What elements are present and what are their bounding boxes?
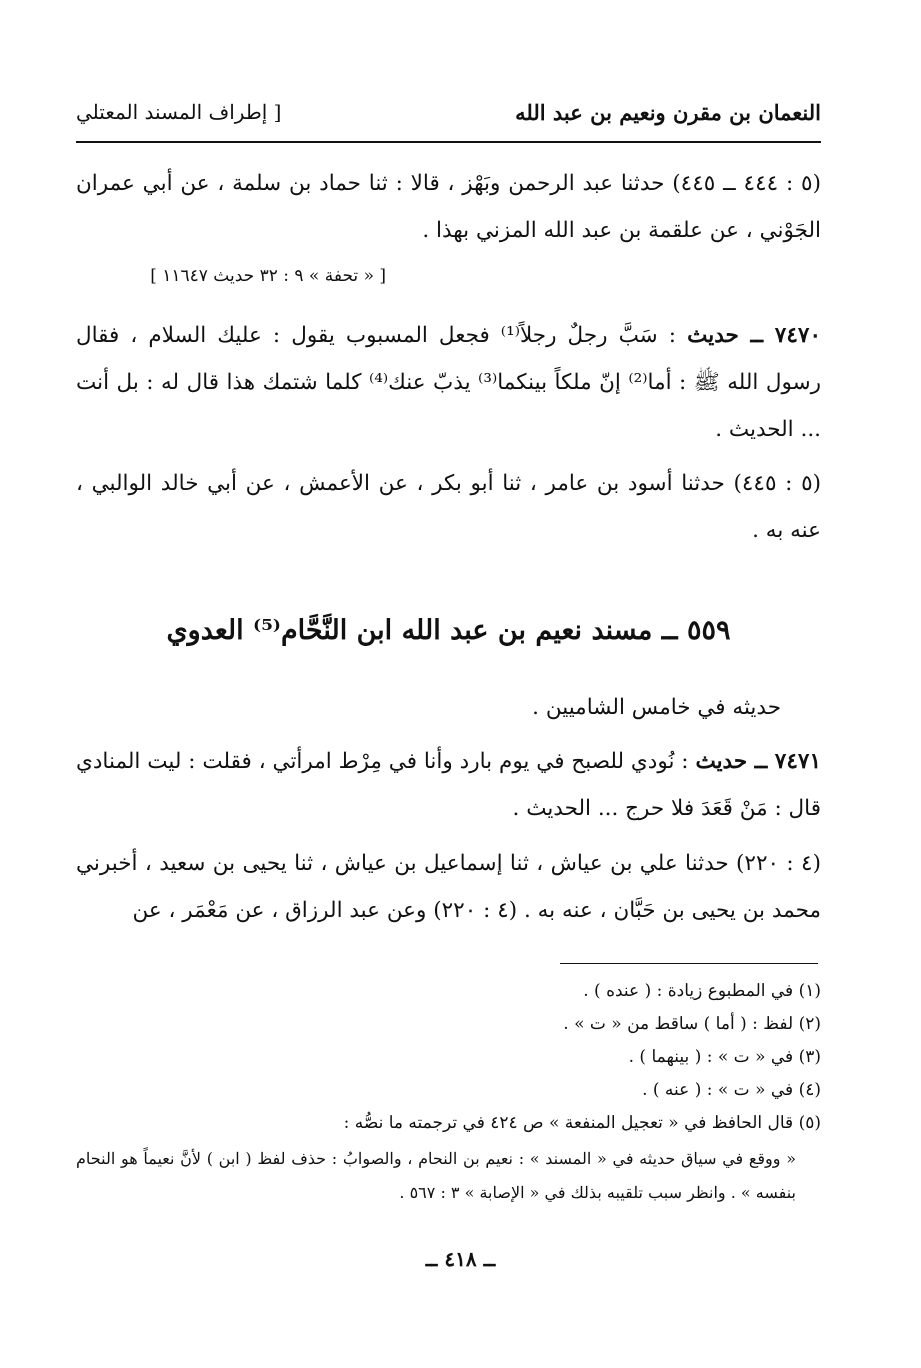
paragraph-chain-1: (٥ : ٤٤٤ ــ ٤٤٥) حدثنا عبد الرحمن وبَهْز ، قالا : ثنا حماد بن سلمة ، عن أبي عمران الجَوْني ، عن علقمة بن عبد الله المزني بهذا .: [76, 171, 821, 243]
footnote-1: (١) في المطبوع زيادة : ( عنده ) .: [583, 981, 821, 1001]
header-book-title: [ إطراف المسند المعتلي: [76, 100, 282, 124]
footnote-divider: [560, 963, 818, 964]
paragraph-chain-3: (٤ : ٢٢٠) حدثنا علي بن عياش ، ثنا إسماعيل بن عياش ، ثنا يحيى بن سعيد ، أخبرني محمد بن يحيى بن حَبَّان ، عنه به . (٤ : ٢٢٠) وعن عبد الرزاق ، عن مَعْمَر ، عن: [76, 851, 821, 923]
hadith-7471: [76, 738, 821, 832]
hadith-number-7470: ٧٤٧٠ ــ حديث: [687, 323, 821, 348]
running-header: [76, 96, 821, 136]
hadith-number-7471: ٧٤٧١ ــ حديث: [695, 749, 821, 774]
footnote-5-quote: « ووقع في سياق حديثه في « المسند » : نعيم بن النحام ، والصوابُ : حذف لفظ ( ابن ) لأنَّ نعيماً هو النحام بنفسه » . وانظر سبب تلقيبه بذلك في « الإصابة » ٣ : ٥٦٧ .: [76, 1149, 796, 1202]
header-divider: [76, 141, 821, 143]
hadith-text-7470: : سَبَّ رجلٌ رجلاً⁽¹⁾ فجعل المسبوب يقول : عليك السلام ، فقال رسول الله ﷺ : أما⁽²⁾ إنّ ملكاً بينكما⁽³⁾ يذبّ عنك⁽⁴⁾ كلما شتمك هذا قال له : بل أنت ... الحديث .: [76, 323, 822, 442]
page-number: ــ ٤١٨ ــ: [425, 1247, 496, 1271]
hadith-text-7471: : نُودي للصبح في يوم بارد وأنا في مِرْط امرأتي ، فقلت : ليت المنادي قال : مَنْ قَعَدَ فلا حرج ... الحديث .: [76, 749, 821, 821]
footnote-5: (٥) قال الحافظ في « تعجيل المنفعة » ص ٤٢٤ في ترجمته ما نصُّه :: [343, 1113, 821, 1133]
footnote-3: (٣) في « ت » : ( بينهما ) .: [628, 1047, 821, 1067]
paragraph-note: حديثه في خامس الشاميين .: [532, 695, 781, 720]
header-title: النعمان بن مقرن ونعيم بن عبد الله: [515, 100, 821, 125]
footnote-2: (٢) لفظ : ( أما ) ساقط من « ت » .: [563, 1014, 821, 1034]
hadith-7470: [76, 312, 821, 453]
section-heading: ٥٥٩ ــ مسند نعيم بن عبد الله ابن النَّحَّام⁽⁵⁾ العدوي: [166, 615, 731, 646]
paragraph-chain-2: (٥ : ٤٤٥) حدثنا أسود بن عامر ، ثنا أبو بكر ، عن الأعمش ، عن أبي خالد الوالبي ، عنه به .: [76, 471, 822, 543]
tuhfa-reference: [ « تحفة » ٩ : ٣٢ حديث ١١٦٤٧ ]: [150, 266, 386, 286]
footnote-4: (٤) في « ت » : ( عنه ) .: [642, 1080, 821, 1100]
